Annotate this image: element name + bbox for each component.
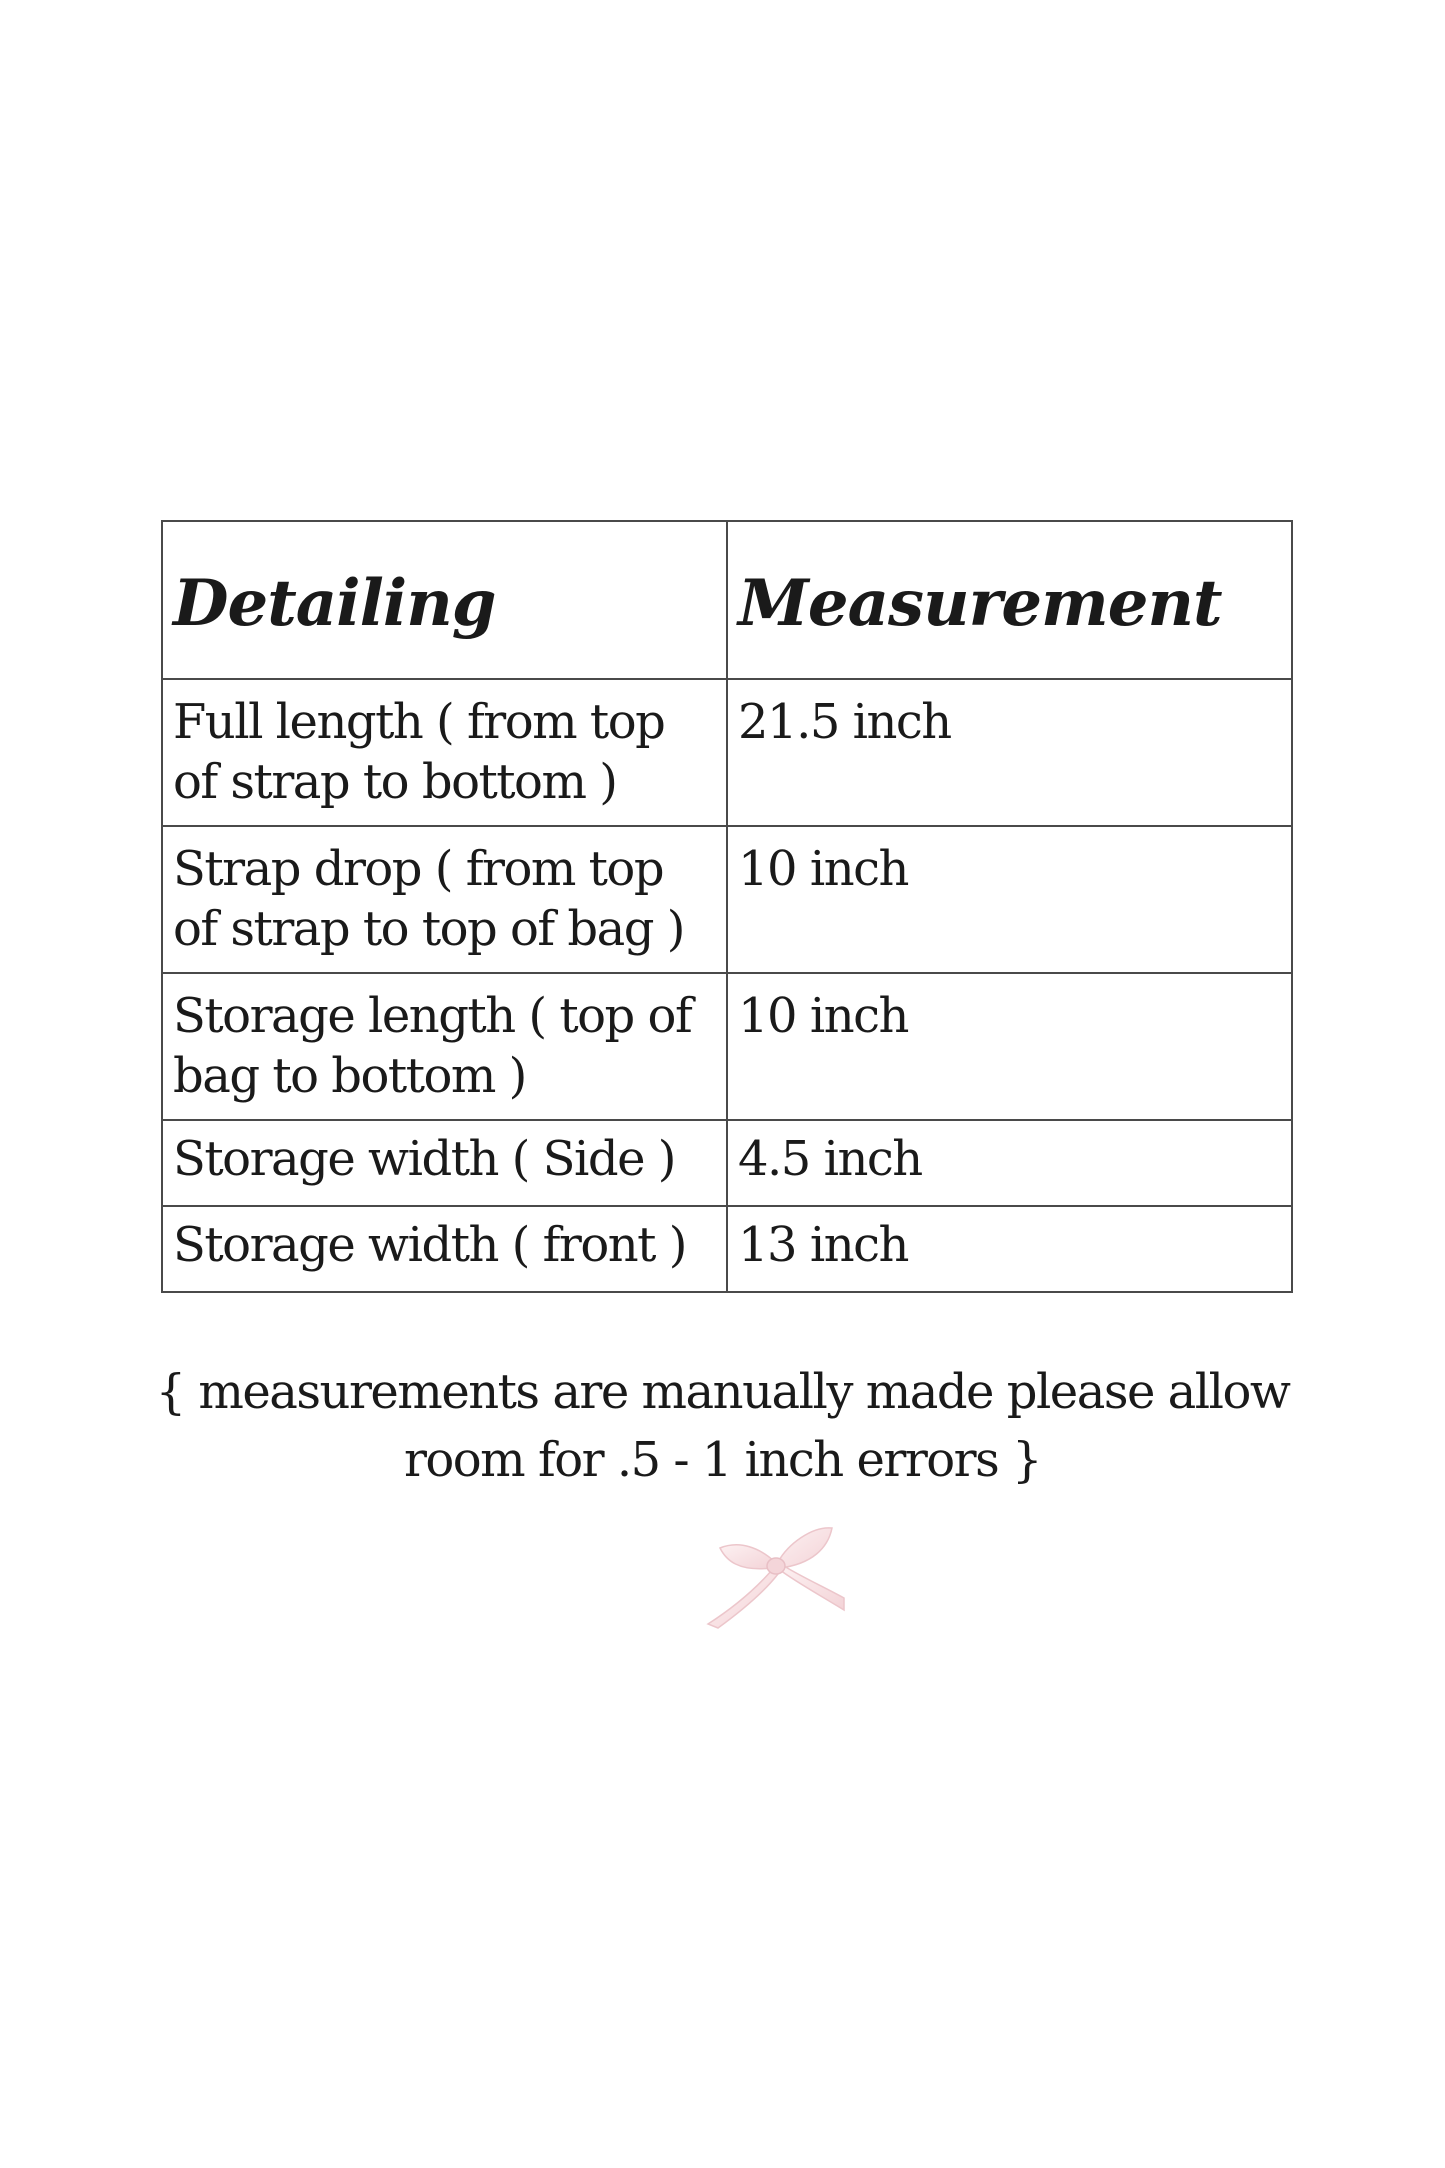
- measurement-table: [161, 520, 1293, 1293]
- table-row: [162, 1206, 1292, 1292]
- measurement-cell: 10 inch: [727, 826, 1292, 973]
- table-row: [162, 973, 1292, 1120]
- measurement-cell: 4.5 inch: [727, 1120, 1292, 1206]
- detail-cell: Storage width ( front ): [162, 1206, 727, 1292]
- detail-cell: Storage length ( top of bag to bottom ): [162, 973, 727, 1120]
- pink-ribbon-bow-icon: [700, 1520, 850, 1630]
- header-detailing: Detailing: [162, 521, 727, 679]
- measurement-cell: 10 inch: [727, 973, 1292, 1120]
- measurement-cell: 13 inch: [727, 1206, 1292, 1292]
- header-measurement: Measurement: [727, 521, 1292, 679]
- disclaimer-note: [100, 1358, 1345, 1494]
- detail-cell: Strap drop ( from top of strap to top of bag ): [162, 826, 727, 973]
- table-row: [162, 826, 1292, 973]
- detail-cell: Storage width ( Side ): [162, 1120, 727, 1206]
- note-line-2: room for .5 - 1 inch errors }: [403, 1432, 1042, 1488]
- table-row: [162, 679, 1292, 826]
- table-header-row: [162, 521, 1292, 679]
- table-row: [162, 1120, 1292, 1206]
- detail-cell: Full length ( from top of strap to bottom ): [162, 679, 727, 826]
- note-line-1: { measurements are manually made please allow: [155, 1364, 1290, 1420]
- measurement-cell: 21.5 inch: [727, 679, 1292, 826]
